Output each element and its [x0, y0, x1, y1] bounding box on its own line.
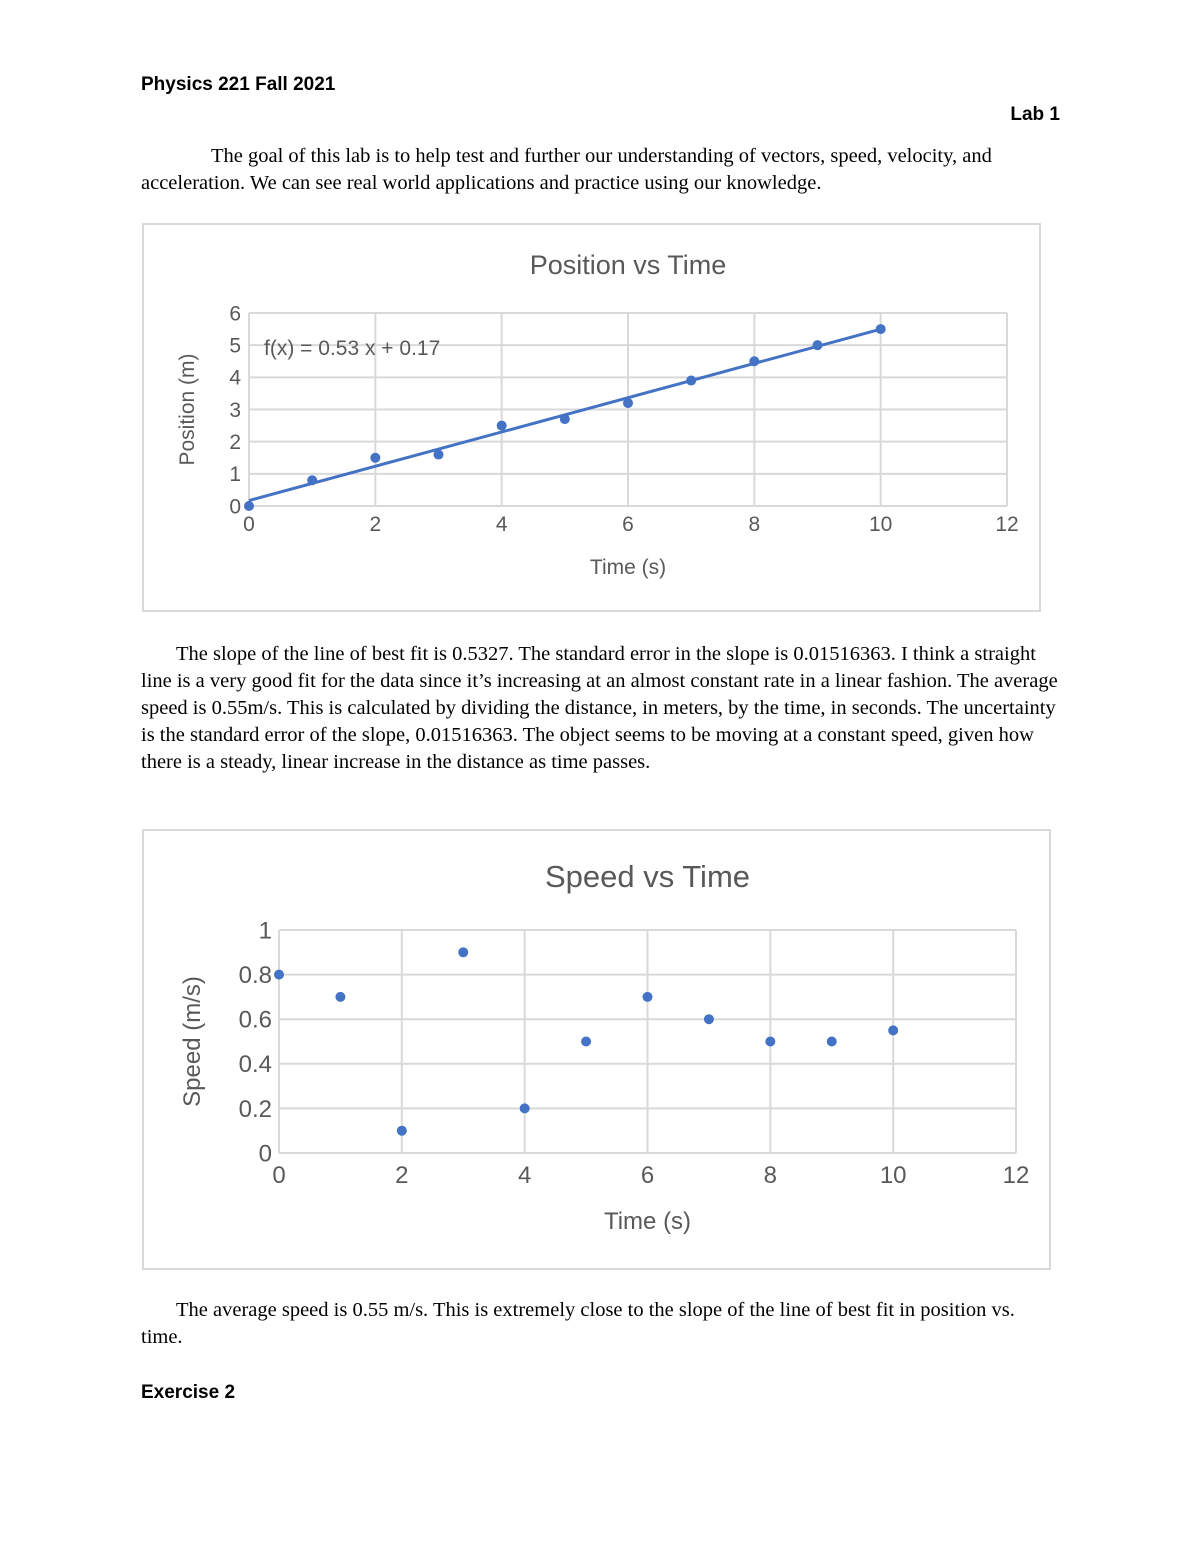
- document-title: Physics 221 Fall 2021: [141, 74, 336, 95]
- data-point: [765, 1037, 775, 1047]
- trendline-equation: f(x) = 0.53 x + 0.17: [264, 337, 441, 360]
- x-tick-label: 6: [622, 513, 634, 536]
- y-tick-label: 0.2: [238, 1095, 272, 1123]
- data-point: [581, 1037, 591, 1047]
- exercise-2-heading: Exercise 2: [141, 1382, 236, 1403]
- y-tick-label: 2: [229, 431, 241, 455]
- y-tick-label: 0: [258, 1140, 272, 1168]
- x-tick-label: 8: [763, 1162, 778, 1189]
- y-tick-label: 3: [229, 398, 241, 422]
- data-point: [643, 992, 653, 1002]
- x-tick-label: 10: [868, 513, 893, 536]
- y-axis-label: Speed (m/s): [179, 976, 206, 1107]
- data-point: [497, 421, 507, 431]
- y-tick-label: 5: [229, 334, 241, 358]
- data-point: [749, 356, 759, 366]
- position-chart-frame: [142, 223, 1041, 612]
- data-point: [813, 340, 823, 350]
- y-tick-label: 0.8: [238, 962, 272, 989]
- y-tick-label: 4: [229, 366, 241, 390]
- y-tick-label: 6: [229, 302, 241, 326]
- x-tick-label: 10: [879, 1162, 907, 1189]
- data-point: [686, 376, 696, 386]
- chart-title: Position vs Time: [529, 250, 727, 280]
- intro-paragraph: The goal of this lab is to help test and further our understanding of vectors, speed, velocity, and acceleration. We can see real world applications and practice using our knowledge.: [141, 145, 992, 194]
- x-tick-label: 0: [272, 1162, 286, 1189]
- data-point: [434, 450, 444, 460]
- data-point: [397, 1126, 407, 1136]
- x-axis-label: Time (s): [589, 556, 667, 579]
- y-tick-label: 0: [229, 495, 241, 519]
- data-point: [274, 970, 284, 980]
- data-point: [520, 1103, 530, 1113]
- position-vs-time-chart: [144, 225, 1039, 610]
- y-tick-label: 0.4: [238, 1051, 272, 1079]
- data-point: [888, 1025, 898, 1035]
- data-point: [876, 324, 886, 334]
- analysis-paragraph-1: The slope of the line of best fit is 0.5327. The standard error in the slope is 0.01516363. I think a straight line is a very good fit for the data since it’s increasing at an almost constant rate in a linear fashion. The average speed is 0.55m/s. This is calculated by dividing the distance, in meters, by the time, in seconds. The uncertainty is the standard error of the slope, 0.01516363. The object seems to be moving at a constant speed, given how there is a steady, linear increase in the distance as time passes.: [141, 643, 1058, 773]
- data-point: [458, 947, 468, 957]
- analysis-paragraph-2: The average speed is 0.55 m/s. This is extremely close to the slope of the line of best fit in position vs. time.: [141, 1299, 1015, 1348]
- y-tick-label: 0.6: [238, 1006, 272, 1034]
- x-tick-label: 12: [995, 513, 1019, 536]
- y-tick-label: 1: [258, 917, 272, 945]
- x-tick-label: 0: [243, 513, 255, 536]
- x-tick-label: 8: [748, 513, 761, 536]
- chart-title: Speed vs Time: [544, 859, 751, 894]
- x-tick-label: 2: [369, 513, 382, 536]
- data-point: [335, 992, 345, 1002]
- y-tick-label: 1: [229, 463, 241, 487]
- speed-chart-frame: [142, 829, 1051, 1270]
- data-point: [244, 501, 254, 511]
- x-axis-label: Time (s): [603, 1208, 692, 1235]
- speed-vs-time-chart: [144, 831, 1049, 1268]
- x-tick-label: 2: [395, 1162, 409, 1189]
- x-tick-label: 4: [517, 1162, 532, 1189]
- x-tick-label: 6: [640, 1162, 655, 1189]
- data-point: [623, 398, 633, 408]
- y-axis-label: Position (m): [176, 353, 199, 466]
- x-tick-label: 4: [495, 513, 508, 536]
- data-point: [827, 1037, 837, 1047]
- data-point: [307, 475, 317, 485]
- data-point: [560, 414, 570, 424]
- data-point: [370, 453, 380, 463]
- x-tick-label: 12: [1002, 1162, 1030, 1189]
- lab-label: Lab 1: [1010, 104, 1060, 125]
- data-point: [704, 1014, 714, 1024]
